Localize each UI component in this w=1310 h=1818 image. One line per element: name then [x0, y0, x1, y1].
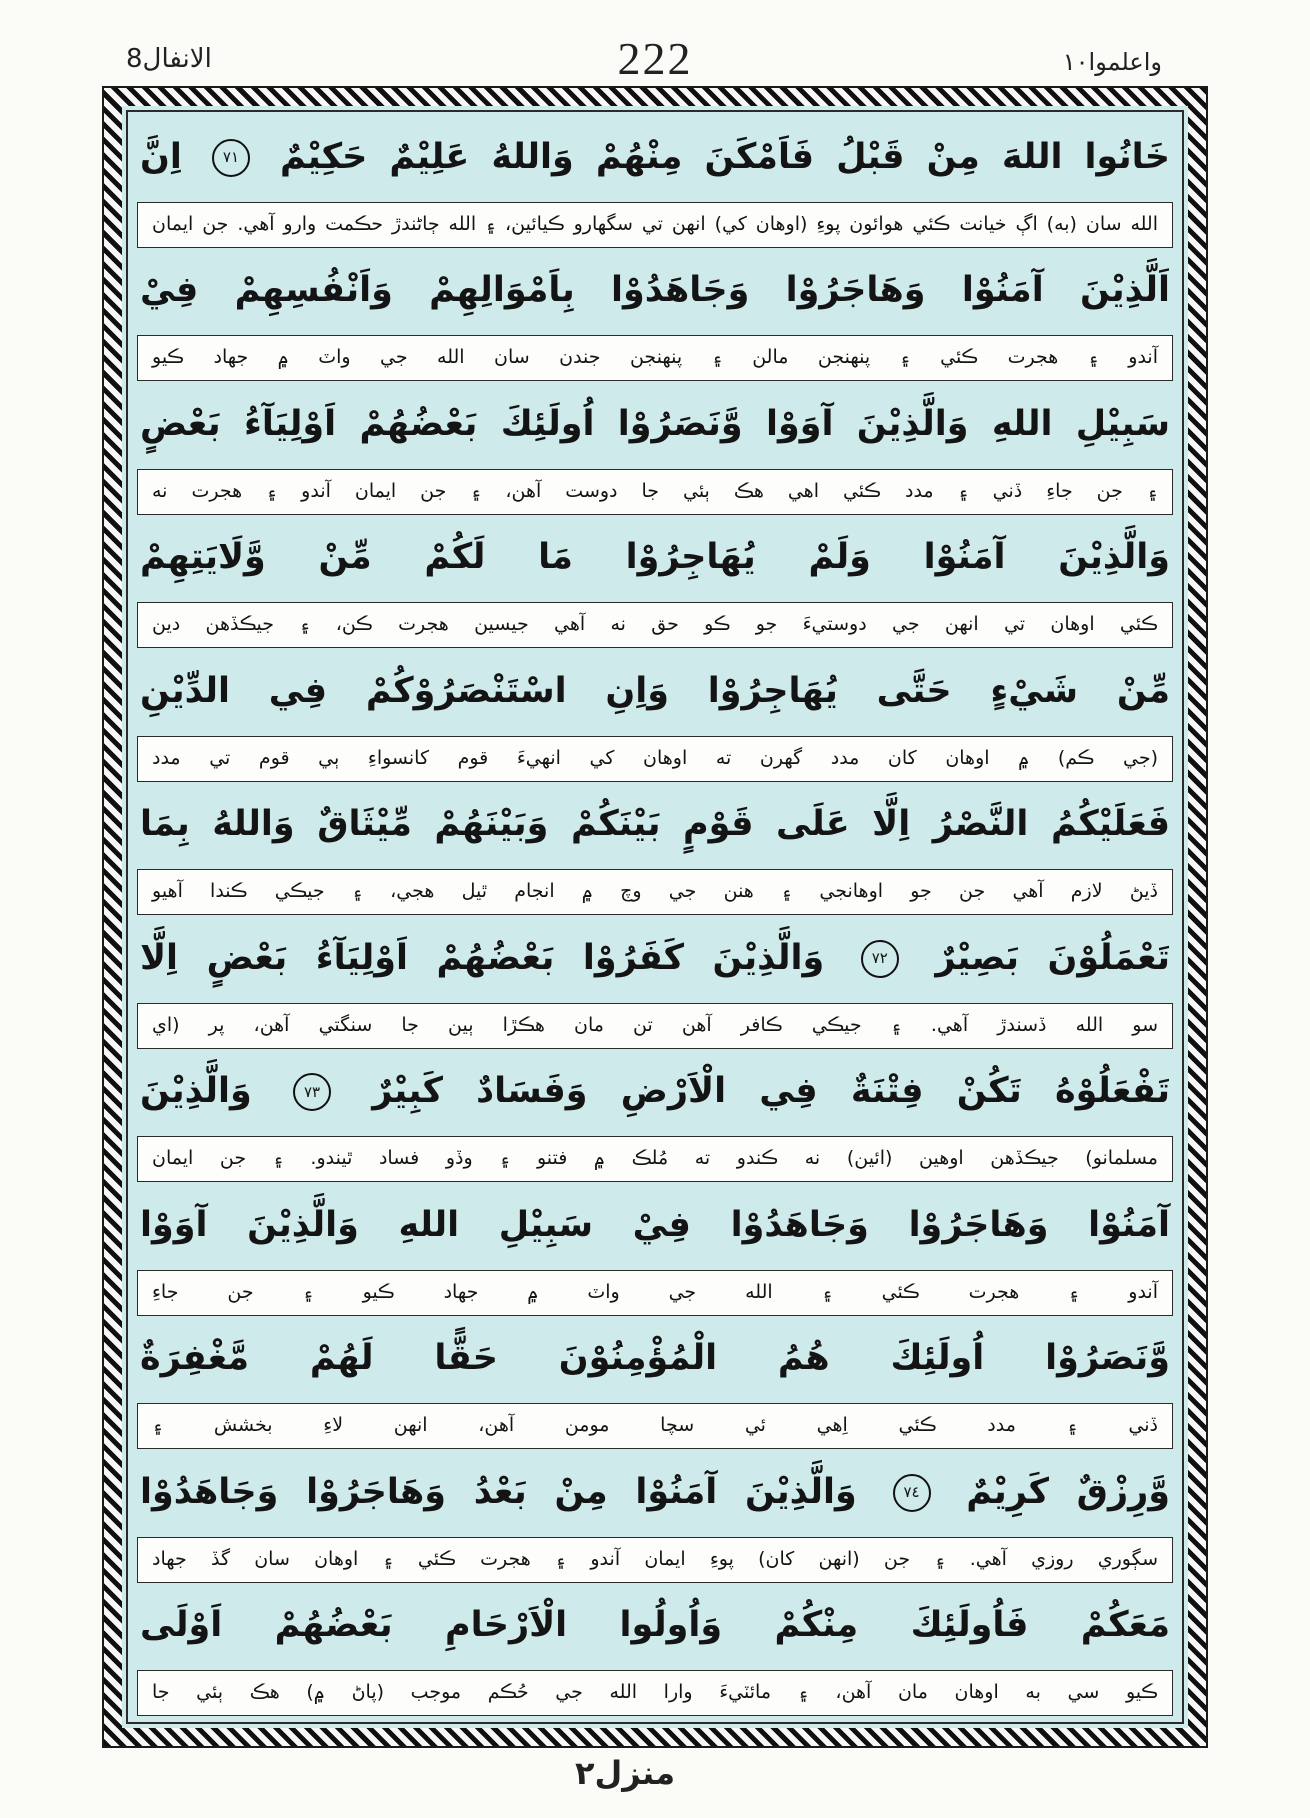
arabic-text-segment: وَّرِزْقٌ كَرِيْمٌ: [966, 1471, 1170, 1512]
quran-arabic-line: [136, 1585, 1174, 1669]
arabic-verse-text: [140, 1070, 1170, 1114]
arabic-text-segment: وَالَّذِيْنَ آمَنُوْا وَلَمْ يُهَاجِرُوْا مَا لَكُمْ مِّنْ وَّلَايَتِهِمْ: [140, 537, 1170, 578]
arabic-verse-text: [140, 1337, 1170, 1381]
arabic-text-segment: تَفْعَلُوْهُ تَكُنْ فِتْنَةٌ فِي الْاَرْضِ وَفَسَادٌ كَبِيْرٌ: [372, 1071, 1171, 1112]
page-footer: [0, 1746, 1310, 1806]
translation-line: ۽ جن جاءِ ڏني ۽ مدد ڪئي اهي هڪ ٻئي جا دوست آهن، ۽ جن ايمان آندو ۽ هجرت نه: [137, 469, 1173, 515]
quran-arabic-line: [136, 1184, 1174, 1268]
manzil-marker: منزل٢: [574, 1754, 676, 1792]
arabic-text-segment: آمَنُوْا وَهَاجَرُوْا وَجَاهَدُوْا فِيْ سَبِيْلِ اللهِ وَالَّذِيْنَ آوَوْا: [140, 1204, 1170, 1245]
translation-line: (جي ڪم) ۾ اوهان کان مدد گهرن ته اوهان کي انهيءَ قوم کانسواءِ ٻي قوم تي مدد: [137, 736, 1173, 782]
translation-line: سو الله ڏسندڙ آهي. ۽ جيڪي ڪافر آهن تن مان هڪڙا ٻين جا سنگتي آهن، پر (اي: [137, 1003, 1173, 1049]
arabic-text-segment: مَعَكُمْ فَاُولَئِكَ مِنْكُمْ وَاُولُوا الْاَرْحَامِ بَعْضُهُمْ اَوْلَى: [140, 1605, 1170, 1646]
arabic-verse-text: [140, 269, 1170, 313]
page-number: 222: [617, 33, 693, 84]
quran-arabic-line: [136, 250, 1174, 334]
translation-line: مسلمانو) جيڪڏهن اوهين (ائين) نه ڪندو ته مُلڪ ۾ فتنو ۽ وڏو فساد ٿيندو. ۽ جن ايمان: [137, 1136, 1173, 1182]
arabic-text-segment: وَّنَصَرُوْا اُولَئِكَ هُمُ الْمُؤْمِنُوْنَ حَقًّا لَهُمْ مَّغْفِرَةٌ: [140, 1338, 1170, 1379]
translation-line: الله سان (به) اڳ خيانت ڪئي هوائون پوءِ (اوهان کي) انهن تي سگهارو ڪيائين، ۽ الله ڄاڻندڙ حڪمت وارو آهي. جن ايمان: [137, 202, 1173, 248]
translation-line: ڏني ۽ مدد ڪئي اِهي ئي سچا مومن آهن، انهن لاءِ بخشش ۽: [137, 1403, 1173, 1449]
arabic-verse-text: [140, 1604, 1170, 1648]
translation-line: سڳوري روزي آهي. ۽ جن (انهن کان) پوءِ ايمان آندو ۽ هجرت ڪئي ۽ اوهان سان گڏ جهاد: [137, 1537, 1173, 1583]
arabic-text-segment: تَعْمَلُوْنَ بَصِيْرٌ: [935, 937, 1171, 978]
surah-marker: الانفال8: [126, 44, 212, 74]
arabic-text-segment: فَعَلَيْكُمُ النَّصْرُ اِلَّا عَلَى قَوْمٍ بَيْنَكُمْ وَبَيْنَهُمْ مِّيْثَاقٌ وَاللهُ بِمَا: [140, 804, 1170, 845]
translation-line: ڪيو سي به اوهان مان آهن، ۽ مائٽيءَ وارا الله جي حُڪم موجب (پاڻ ۾) هڪ ٻئي جا: [137, 1670, 1173, 1716]
arabic-text-segment: وَالَّذِيْنَ كَفَرُوْا بَعْضُهُمْ اَوْلِيَآءُ بَعْضٍ اِلَّا: [140, 937, 825, 978]
quran-arabic-line: [136, 1318, 1174, 1402]
arabic-text-segment: خَانُوا اللهَ مِنْ قَبْلُ فَاَمْكَنَ مِنْهُمْ وَاللهُ عَلِيْمٌ حَكِيْمٌ: [280, 136, 1171, 177]
juz-marker: واعلموا١٠: [1062, 48, 1162, 76]
arabic-text-segment: وَالَّذِيْنَ آمَنُوْا مِنْ بَعْدُ وَهَاجَرُوْا وَجَاهَدُوْا: [140, 1471, 857, 1512]
translation-line: آندو ۽ هجرت ڪئي ۽ پنهنجن مالن ۽ پنهنجن جندن سان الله جي واٽ ۾ جهاد ڪيو: [137, 335, 1173, 381]
arabic-verse-text: [140, 1471, 1170, 1515]
arabic-text-segment: وَالَّذِيْنَ: [140, 1071, 252, 1112]
quran-arabic-line: [136, 1451, 1174, 1535]
quran-content-area: [126, 110, 1184, 1724]
arabic-verse-text: [140, 403, 1170, 447]
quran-arabic-line: [136, 917, 1174, 1001]
arabic-text-segment: سَبِيْلِ اللهِ وَالَّذِيْنَ آوَوْا وَّنَصَرُوْا اُولَئِكَ بَعْضُهُمْ اَوْلِيَآءُ بَعْضٍ: [140, 403, 1170, 444]
translation-line: ڪئي اوهان تي انهن جي دوستيءَ جو ڪو حق نه آهي جيسين هجرت ڪن، ۽ جيڪڏهن دين: [137, 602, 1173, 648]
quran-arabic-line: [136, 650, 1174, 734]
verse-number-badge: ٧٤: [893, 1474, 931, 1512]
decorative-chain-border: [104, 88, 1206, 1746]
arabic-verse-text: [140, 536, 1170, 580]
arabic-verse-text: [140, 136, 1170, 180]
quran-arabic-line: [136, 383, 1174, 467]
arabic-verse-text: [140, 803, 1170, 847]
verse-number-badge: ٧٢: [861, 940, 899, 978]
arabic-text-segment: اَلَّذِيْنَ آمَنُوْا وَهَاجَرُوْا وَجَاهَدُوْا بِاَمْوَالِهِمْ وَاَنْفُسِهِمْ فِيْ: [140, 270, 1170, 311]
quran-arabic-line: [136, 116, 1174, 200]
quran-arabic-line: [136, 784, 1174, 868]
arabic-verse-text: [140, 1204, 1170, 1248]
verse-number-badge: ٧٣: [293, 1073, 331, 1111]
quran-arabic-line: [136, 1051, 1174, 1135]
arabic-verse-text: [140, 937, 1170, 981]
page-header: [0, 0, 1310, 88]
translation-line: ڏيڻ لازم آهي جن جو اوهانجي ۽ هنن جي وچ ۾ انجام ٿيل هجي، ۽ جيڪي ڪندا آهيو: [137, 869, 1173, 915]
arabic-verse-text: [140, 670, 1170, 714]
quran-arabic-line: [136, 517, 1174, 601]
arabic-text-segment: مِّنْ شَيْءٍ حَتَّى يُهَاجِرُوْا وَاِنِ اسْتَنْصَرُوْكُمْ فِي الدِّيْنِ: [140, 670, 1170, 711]
arabic-text-segment: اِنَّ: [140, 136, 182, 177]
verse-number-badge: ٧١: [212, 139, 250, 177]
translation-line: آندو ۽ هجرت ڪئي ۽ الله جي واٽ ۾ جهاد ڪيو ۽ جن جاءِ: [137, 1270, 1173, 1316]
